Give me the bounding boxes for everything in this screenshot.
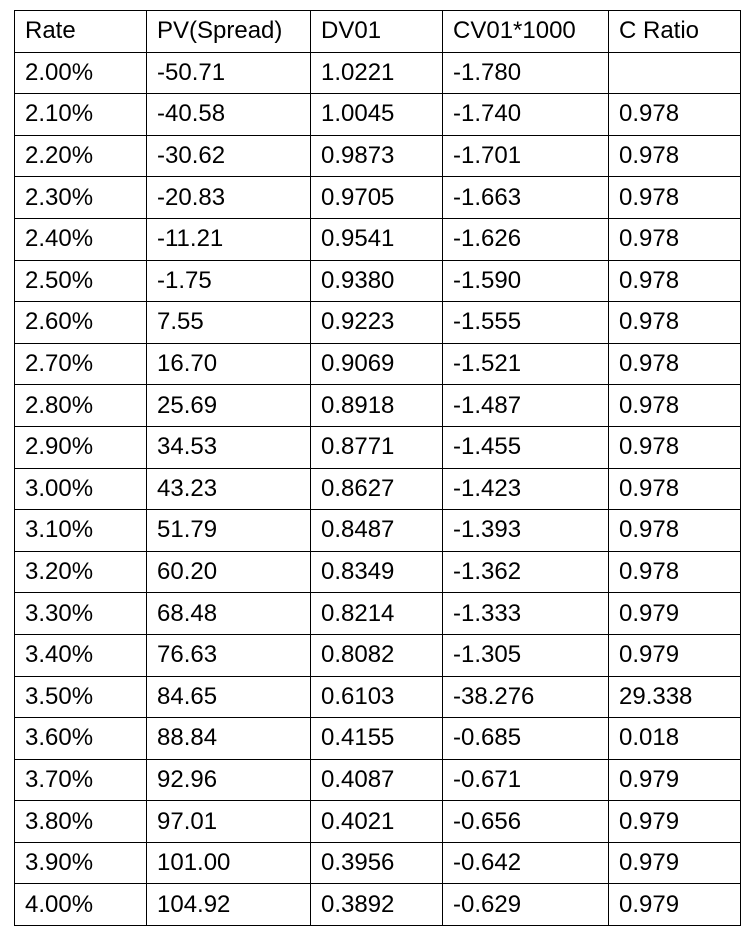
cell-cv01: -1.626 [443,218,609,260]
table-row [15,718,741,760]
cell-cv01: -1.393 [443,510,609,552]
cell-cv01: -1.423 [443,468,609,510]
cell-dv01: 0.8918 [311,385,443,427]
cell-c-ratio: 0.978 [609,218,741,260]
cell-cv01: -1.590 [443,260,609,302]
cell-cv01: -0.629 [443,884,609,926]
cell-pv-spread: 97.01 [147,801,311,843]
cell-c-ratio: 0.979 [609,634,741,676]
cell-pv-spread: 104.92 [147,884,311,926]
cell-cv01: -1.740 [443,94,609,136]
table-row [15,676,741,718]
cell-dv01: 0.9223 [311,302,443,344]
cell-pv-spread: 92.96 [147,759,311,801]
cell-c-ratio: 0.978 [609,94,741,136]
cell-dv01: 0.9380 [311,260,443,302]
cell-rate: 2.90% [15,426,147,468]
cell-dv01: 0.8771 [311,426,443,468]
cell-cv01: -1.780 [443,52,609,94]
cell-rate: 3.80% [15,801,147,843]
cell-rate: 3.40% [15,634,147,676]
cell-cv01: -1.455 [443,426,609,468]
cell-pv-spread: -50.71 [147,52,311,94]
cell-cv01: -0.685 [443,718,609,760]
cell-pv-spread: 68.48 [147,593,311,635]
cell-c-ratio: 0.979 [609,801,741,843]
cell-pv-spread: 7.55 [147,302,311,344]
cell-c-ratio: 29.338 [609,676,741,718]
cell-rate: 2.40% [15,218,147,260]
cell-c-ratio: 0.018 [609,718,741,760]
table-row [15,52,741,94]
cell-cv01: -38.276 [443,676,609,718]
table-row [15,759,741,801]
cell-c-ratio: 0.979 [609,842,741,884]
cell-pv-spread: 84.65 [147,676,311,718]
table-row [15,593,741,635]
cell-cv01: -1.521 [443,343,609,385]
cell-rate: 2.60% [15,302,147,344]
table-row [15,551,741,593]
cell-rate: 2.80% [15,385,147,427]
cell-pv-spread: 43.23 [147,468,311,510]
cell-rate: 4.00% [15,884,147,926]
cell-c-ratio: 0.978 [609,177,741,219]
cell-cv01: -1.487 [443,385,609,427]
table-row [15,135,741,177]
cell-cv01: -1.555 [443,302,609,344]
data-table-container [14,10,741,926]
cell-cv01: -1.305 [443,634,609,676]
table-row [15,177,741,219]
table-row [15,260,741,302]
cell-pv-spread: -1.75 [147,260,311,302]
cell-dv01: 1.0045 [311,94,443,136]
cell-pv-spread: -20.83 [147,177,311,219]
cell-cv01: -1.663 [443,177,609,219]
cell-c-ratio: 0.978 [609,135,741,177]
cell-c-ratio: 0.979 [609,759,741,801]
header-rate: Rate [15,11,147,53]
header-cv01: CV01*1000 [443,11,609,53]
table-body [15,52,741,925]
cell-rate: 3.10% [15,510,147,552]
cell-dv01: 0.6103 [311,676,443,718]
cell-pv-spread: -11.21 [147,218,311,260]
cell-pv-spread: -30.62 [147,135,311,177]
cell-dv01: 0.9705 [311,177,443,219]
table-row [15,842,741,884]
cell-c-ratio: 0.978 [609,260,741,302]
cell-dv01: 0.8487 [311,510,443,552]
table-row [15,510,741,552]
cell-pv-spread: 60.20 [147,551,311,593]
cell-c-ratio: 0.978 [609,426,741,468]
cell-dv01: 0.3956 [311,842,443,884]
table-row [15,884,741,926]
cell-cv01: -0.642 [443,842,609,884]
cell-dv01: 0.4021 [311,801,443,843]
cell-rate: 2.10% [15,94,147,136]
cell-cv01: -1.701 [443,135,609,177]
cell-c-ratio: 0.978 [609,468,741,510]
cell-c-ratio: 0.978 [609,510,741,552]
cell-rate: 3.00% [15,468,147,510]
cell-cv01: -1.333 [443,593,609,635]
table-row [15,801,741,843]
cell-cv01: -0.656 [443,801,609,843]
cell-pv-spread: 88.84 [147,718,311,760]
cell-c-ratio: 0.978 [609,343,741,385]
cell-dv01: 0.4155 [311,718,443,760]
cell-pv-spread: 76.63 [147,634,311,676]
cell-dv01: 0.9069 [311,343,443,385]
cell-dv01: 0.8627 [311,468,443,510]
cell-c-ratio: 0.979 [609,593,741,635]
cell-pv-spread: 101.00 [147,842,311,884]
cell-rate: 3.30% [15,593,147,635]
cell-c-ratio: 0.978 [609,385,741,427]
header-pv-spread: PV(Spread) [147,11,311,53]
cell-pv-spread: 34.53 [147,426,311,468]
table-row [15,385,741,427]
cell-c-ratio: 0.978 [609,302,741,344]
table-row [15,302,741,344]
cell-dv01: 0.9541 [311,218,443,260]
cell-dv01: 0.4087 [311,759,443,801]
cell-pv-spread: 25.69 [147,385,311,427]
cell-rate: 2.20% [15,135,147,177]
table-row [15,94,741,136]
table-row [15,218,741,260]
cell-rate: 2.70% [15,343,147,385]
cell-dv01: 0.8214 [311,593,443,635]
cell-rate: 2.50% [15,260,147,302]
cell-rate: 3.50% [15,676,147,718]
cell-rate: 3.60% [15,718,147,760]
cell-cv01: -0.671 [443,759,609,801]
cell-dv01: 0.3892 [311,884,443,926]
cell-rate: 3.20% [15,551,147,593]
cell-rate: 3.70% [15,759,147,801]
cell-c-ratio [609,52,741,94]
cell-pv-spread: 51.79 [147,510,311,552]
cell-dv01: 0.8082 [311,634,443,676]
header-dv01: DV01 [311,11,443,53]
table-row [15,468,741,510]
cell-dv01: 0.8349 [311,551,443,593]
cell-dv01: 0.9873 [311,135,443,177]
cell-c-ratio: 0.978 [609,551,741,593]
rate-sensitivity-table [14,10,741,926]
table-row [15,426,741,468]
header-c-ratio: C Ratio [609,11,741,53]
cell-dv01: 1.0221 [311,52,443,94]
table-row [15,343,741,385]
cell-cv01: -1.362 [443,551,609,593]
cell-rate: 2.30% [15,177,147,219]
cell-c-ratio: 0.979 [609,884,741,926]
table-row [15,634,741,676]
cell-pv-spread: -40.58 [147,94,311,136]
cell-pv-spread: 16.70 [147,343,311,385]
cell-rate: 2.00% [15,52,147,94]
header-row [15,11,741,53]
cell-rate: 3.90% [15,842,147,884]
